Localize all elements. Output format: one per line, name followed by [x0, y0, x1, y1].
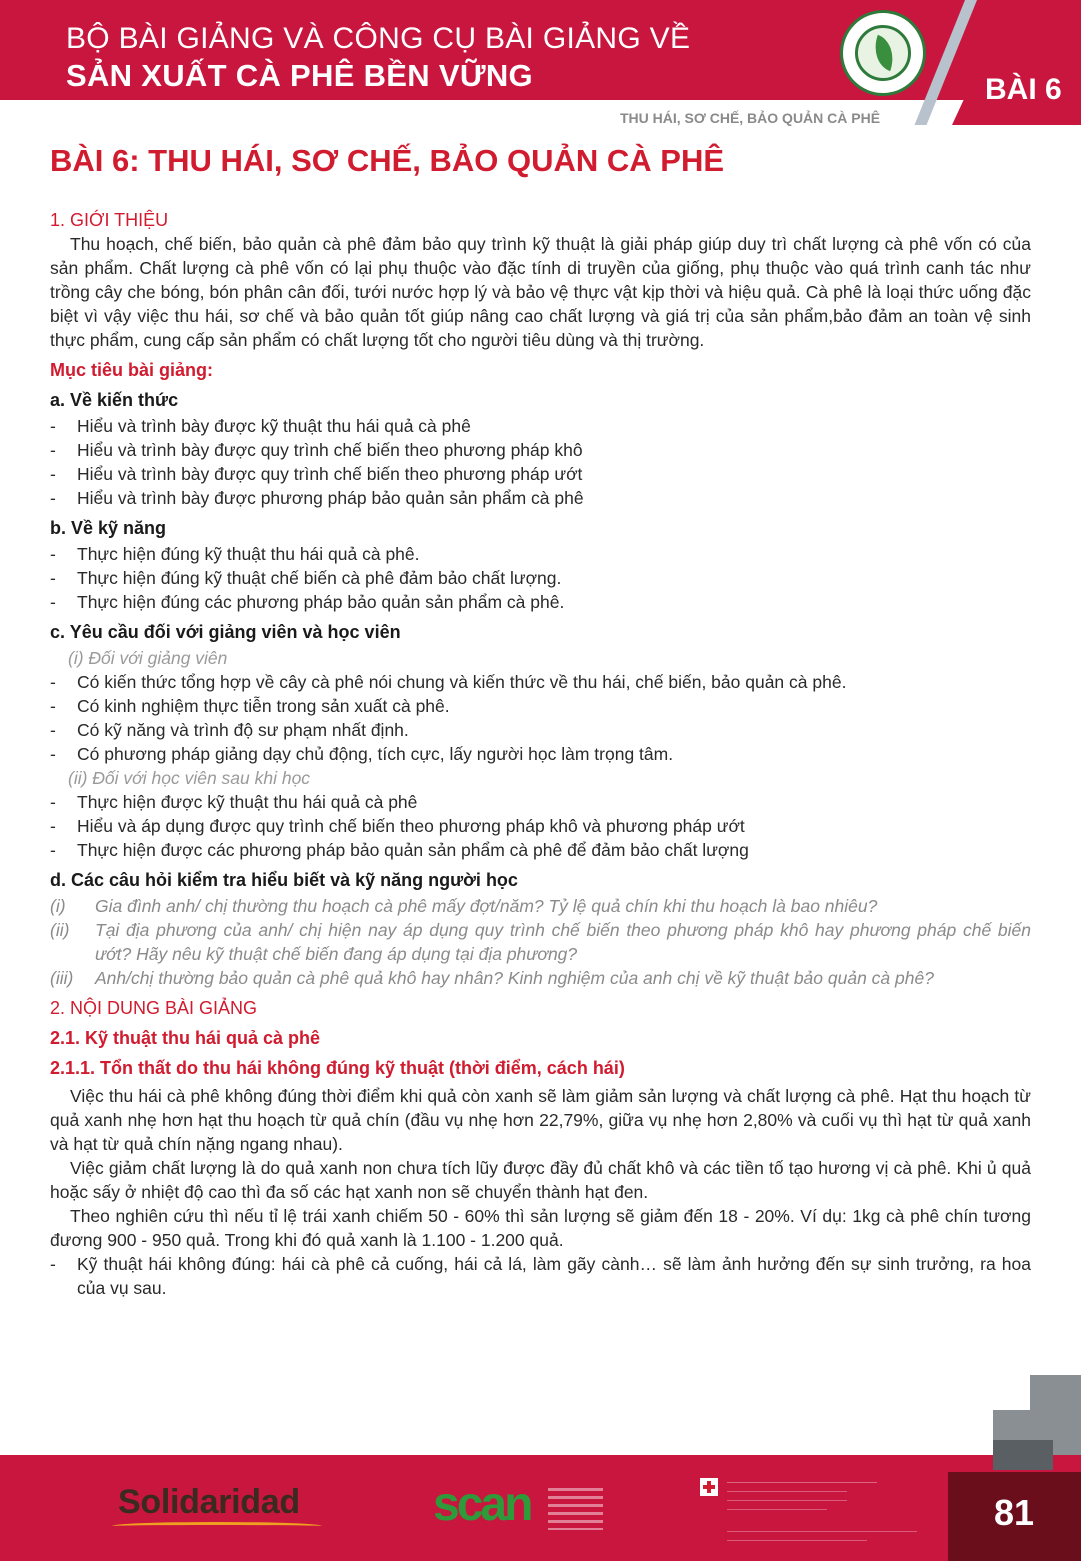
- list-item: - Có kinh nghiệm thực tiễn trong sản xuất cà phê.: [50, 694, 1031, 718]
- learner-label: (ii) Đối với học viên sau khi học: [68, 768, 311, 788]
- subsection-heading: 2.1. Kỹ thuật thu hái quả cà phê: [50, 1028, 321, 1048]
- list-item: - Thực hiện đúng các phương pháp bảo quản sản phẩm cà phê.: [50, 590, 1031, 614]
- swiss-confederation-text: [727, 1476, 937, 1541]
- running-head: THU HÁI, SƠ CHẾ, BẢO QUẢN CÀ PHÊ: [620, 110, 881, 126]
- swiss-flag-icon: [700, 1478, 718, 1496]
- question-text: Tại địa phương của anh/ chị hiện nay áp dụng quy trình chế biến theo phương pháp khô hay phương pháp chế biến ướt? Hãy nêu kỹ thuật chế biến đang áp dụng tại địa phương?: [95, 920, 1031, 964]
- requirements-heading: c. Yêu cầu đối với giảng viên và học viên: [50, 622, 401, 642]
- question-number: (ii): [50, 920, 70, 940]
- list-item: - Hiểu và trình bày được kỹ thuật thu hái quả cà phê: [50, 414, 1031, 438]
- solidaridad-logo: Solidaridad: [118, 1483, 300, 1521]
- leaf-icon: [868, 35, 901, 71]
- list-item: - Kỹ thuật hái không đúng: hái cà phê cả cuống, hái cả lá, làm gãy cành… sẽ làm ảnh hưởng đến sự sinh trưởng, ra hoa của vụ sau.: [50, 1252, 1031, 1300]
- question-text: Gia đình anh/ chị thường thu hoạch cà phê mấy đợt/năm? Tỷ lệ quả chín khi thu hoạch là bao nhiêu?: [95, 896, 878, 916]
- question-item: [50, 894, 1031, 918]
- question-item: [50, 966, 1031, 990]
- list-item: - Hiểu và trình bày được phương pháp bảo quản sản phẩm cà phê: [50, 486, 1031, 510]
- page-title: BÀI 6: THU HÁI, SƠ CHẾ, BẢO QUẢN CÀ PHÊ: [50, 143, 725, 178]
- question-number: (iii): [50, 968, 74, 988]
- scan-logo: scan: [433, 1478, 531, 1531]
- intro-paragraph: Thu hoạch, chế biến, bảo quản cà phê đảm bảo quy trình kỹ thuật là giải pháp giúp duy trì chất lượng cà phê vốn có của sản phẩm. Chất lượng cà phê vốn có lại phụ thuộc vào đặc tính di truyền của giống, phụ thuộc vào quá trình canh tác như trồng cây che bóng, bón phân cân đối, tưới nước hợp lý và bảo vệ thực vật kịp thời và hiệu quả. Cà phê là loại thức uống đặc biệt vì vậy việc thu hái, sơ chế và bảo quản tốt giúp nâng cao chất lượng và giá trị của sản phẩm,bảo đảm an toàn vệ sinh thực phẩm, cung cấp sản phẩm có chất lượng tốt cho người tiêu dùng và thị trường.: [50, 234, 1031, 350]
- lesson-label: BÀI 6: [985, 73, 1062, 106]
- list-item: - Thực hiện được kỹ thuật thu hái quả cà phê: [50, 790, 1031, 814]
- objectives-heading: Mục tiêu bài giảng:: [50, 360, 214, 380]
- logo-inner-ring: [855, 25, 911, 81]
- list-item: - Hiểu và trình bày được quy trình chế biến theo phương pháp khô: [50, 438, 1031, 462]
- list-item: - Có kiến thức tổng hợp về cây cà phê nói chung và kiến thức về thu hái, chế biến, bảo quản cà phê.: [50, 670, 1031, 694]
- section2-heading: 2. NỘI DUNG BÀI GIẢNG: [50, 998, 258, 1018]
- list-item: - Hiểu và trình bày được quy trình chế biến theo phương pháp ướt: [50, 462, 1031, 486]
- scan-logo-lines: [548, 1488, 603, 1530]
- list-item: - Có phương pháp giảng dạy chủ động, tích cực, lấy người học làm trọng tâm.: [50, 742, 1031, 766]
- section1-heading: 1. GIỚI THIỆU: [50, 210, 169, 230]
- list-item: - Thực hiện đúng kỹ thuật chế biến cà phê đảm bảo chất lượng.: [50, 566, 1031, 590]
- plus-decoration-shadow: [993, 1440, 1053, 1470]
- leaf-emblem-icon: [840, 10, 926, 96]
- body-paragraph: Theo nghiên cứu thì nếu tỉ lệ trái xanh chiếm 50 - 60% thì sản lượng sẽ giảm đến 18 - 20%. Ví dụ: 1kg cà phê chín tương đương 900 - 950 quả. Trong khi đó quả xanh là 1.100 - 1.200 quả.: [50, 1206, 1031, 1250]
- body-paragraph: Việc thu hái cà phê không đúng thời điểm khi quả còn xanh sẽ làm giảm sản lượng và chất lượng cà phê. Hạt thu hoạch từ quả xanh nhẹ hơn hạt thu hoạch từ quả chín (đầu vụ nhẹ hơn 22,79%, giữa vụ nhẹ hơn 2,80% và cuối vụ thì hạt từ quả xanh và hạt từ quả chín nặng ngang nhau).: [50, 1086, 1031, 1154]
- list-item: - Thực hiện được các phương pháp bảo quản sản phẩm cà phê để đảm bảo chất lượng: [50, 838, 1031, 862]
- skills-heading: b. Về kỹ năng: [50, 518, 167, 538]
- header-title-line1: BỘ BÀI GIẢNG VÀ CÔNG CỤ BÀI GIẢNG VỀ: [66, 22, 691, 55]
- knowledge-heading: a. Về kiến thức: [50, 390, 179, 410]
- main-content: [50, 206, 1031, 1300]
- question-number: (i): [50, 896, 66, 916]
- subsubsection-heading: 2.1.1. Tổn thất do thu hái không đúng kỹ thuật (thời điểm, cách hái): [50, 1058, 625, 1078]
- page-number: 81: [994, 1492, 1035, 1533]
- lecturer-label: (i) Đối với giảng viên: [68, 648, 228, 668]
- page-header: [0, 0, 1081, 125]
- question-text: Anh/chị thường bảo quản cà phê quả khô hay nhân? Kinh nghiệm của anh chị về kỹ thuật bảo quản cà phê?: [95, 968, 934, 988]
- solidaridad-swoosh: [112, 1522, 322, 1530]
- question-item: [50, 918, 1031, 966]
- body-paragraph: Việc giảm chất lượng là do quả xanh non chưa tích lũy được đầy đủ chất khô và các tiền tố tạo hương vị cà phê. Khi ủ quả hoặc sấy ở nhiệt độ cao thì đa số các hạt xanh non sẽ chuyển thành hạt đen.: [50, 1158, 1031, 1202]
- list-item: - Hiểu và áp dụng được quy trình chế biến theo phương pháp khô và phương pháp ướt: [50, 814, 1031, 838]
- list-item: - Thực hiện đúng kỹ thuật thu hái quả cà phê.: [50, 542, 1031, 566]
- header-title-line2: SẢN XUẤT CÀ PHÊ BỀN VỮNG: [66, 58, 533, 93]
- questions-heading: d. Các câu hỏi kiểm tra hiểu biết và kỹ năng người học: [50, 870, 518, 890]
- list-item: - Có kỹ năng và trình độ sư phạm nhất định.: [50, 718, 1031, 742]
